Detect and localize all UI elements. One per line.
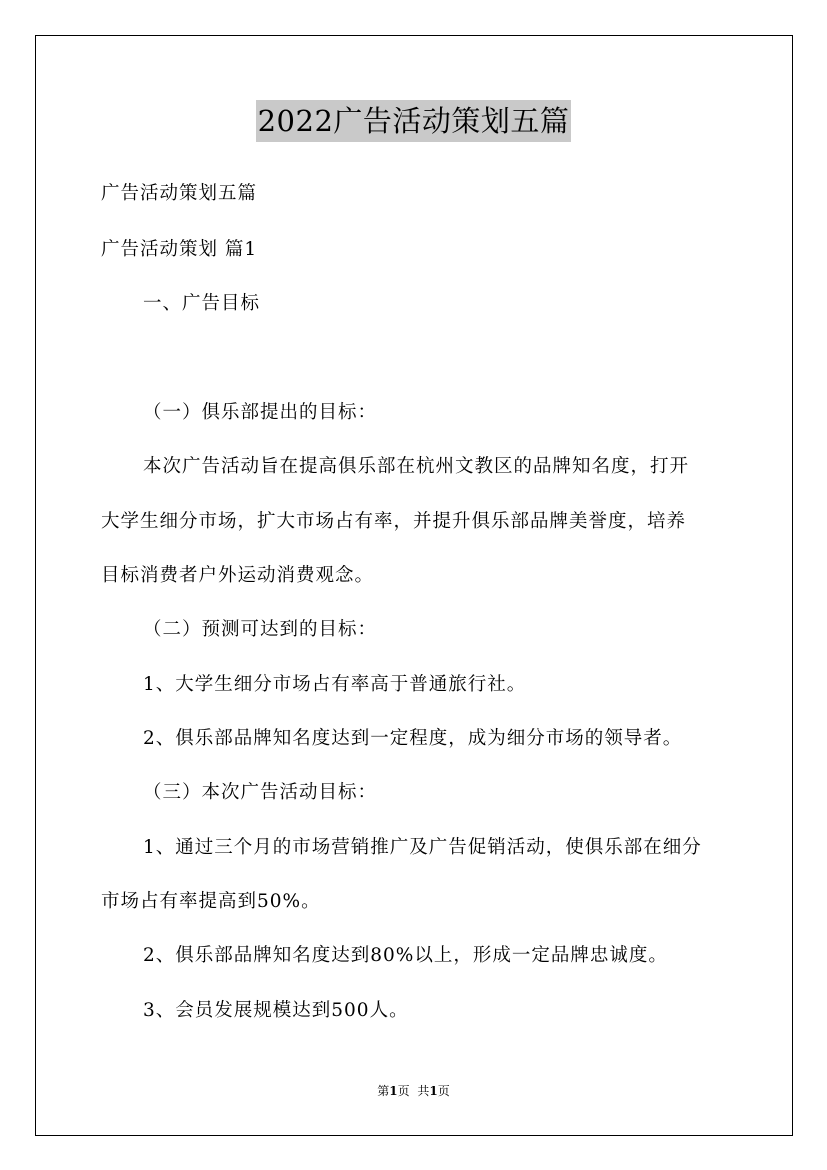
list-item-continuation: 市场占有率提高到50%。 (101, 891, 321, 912)
paragraph-line: 本次广告活动旨在提高俱乐部在杭州文教区的品牌知名度，打开 (143, 456, 690, 477)
list-item: 3、会员发展规模达到500人。 (143, 1000, 409, 1021)
footer-current-suffix: 页 (397, 1084, 410, 1098)
subheading-expected-goals: （二）预测可达到的目标： (143, 619, 378, 640)
list-item: 2、俱乐部品牌知名度达到80%以上，形成一定品牌忠诚度。 (143, 945, 668, 966)
document-title-block (0, 100, 827, 142)
page-footer (0, 1083, 827, 1099)
paragraph-line: 大学生细分市场，扩大市场占有率，并提升俱乐部品牌美誉度，培养 (101, 511, 687, 532)
paragraph-line: 目标消费者户外运动消费观念。 (101, 565, 375, 586)
footer-total-pages: 1 (429, 1084, 438, 1098)
subtitle-line: 广告活动策划五篇 (101, 183, 258, 204)
heading-ad-goals: 一、广告目标 (143, 293, 261, 314)
footer-total-suffix: 页 (437, 1084, 450, 1098)
footer-current-page: 1 (389, 1084, 398, 1098)
section-heading: 广告活动策划 篇1 (101, 239, 258, 260)
list-item: 1、通过三个月的市场营销推广及广告促销活动，使俱乐部在细分 (143, 837, 702, 858)
subheading-campaign-goals: （三）本次广告活动目标： (143, 782, 378, 803)
footer-total-prefix: 共 (417, 1084, 430, 1098)
list-item: 1、大学生细分市场占有率高于普通旅行社。 (143, 674, 527, 695)
footer-current-prefix: 第 (377, 1084, 390, 1098)
list-item: 2、俱乐部品牌知名度达到一定程度，成为细分市场的领导者。 (143, 728, 683, 749)
subheading-club-goals: （一）俱乐部提出的目标： (143, 402, 378, 423)
document-title: 2022广告活动策划五篇 (256, 100, 572, 142)
